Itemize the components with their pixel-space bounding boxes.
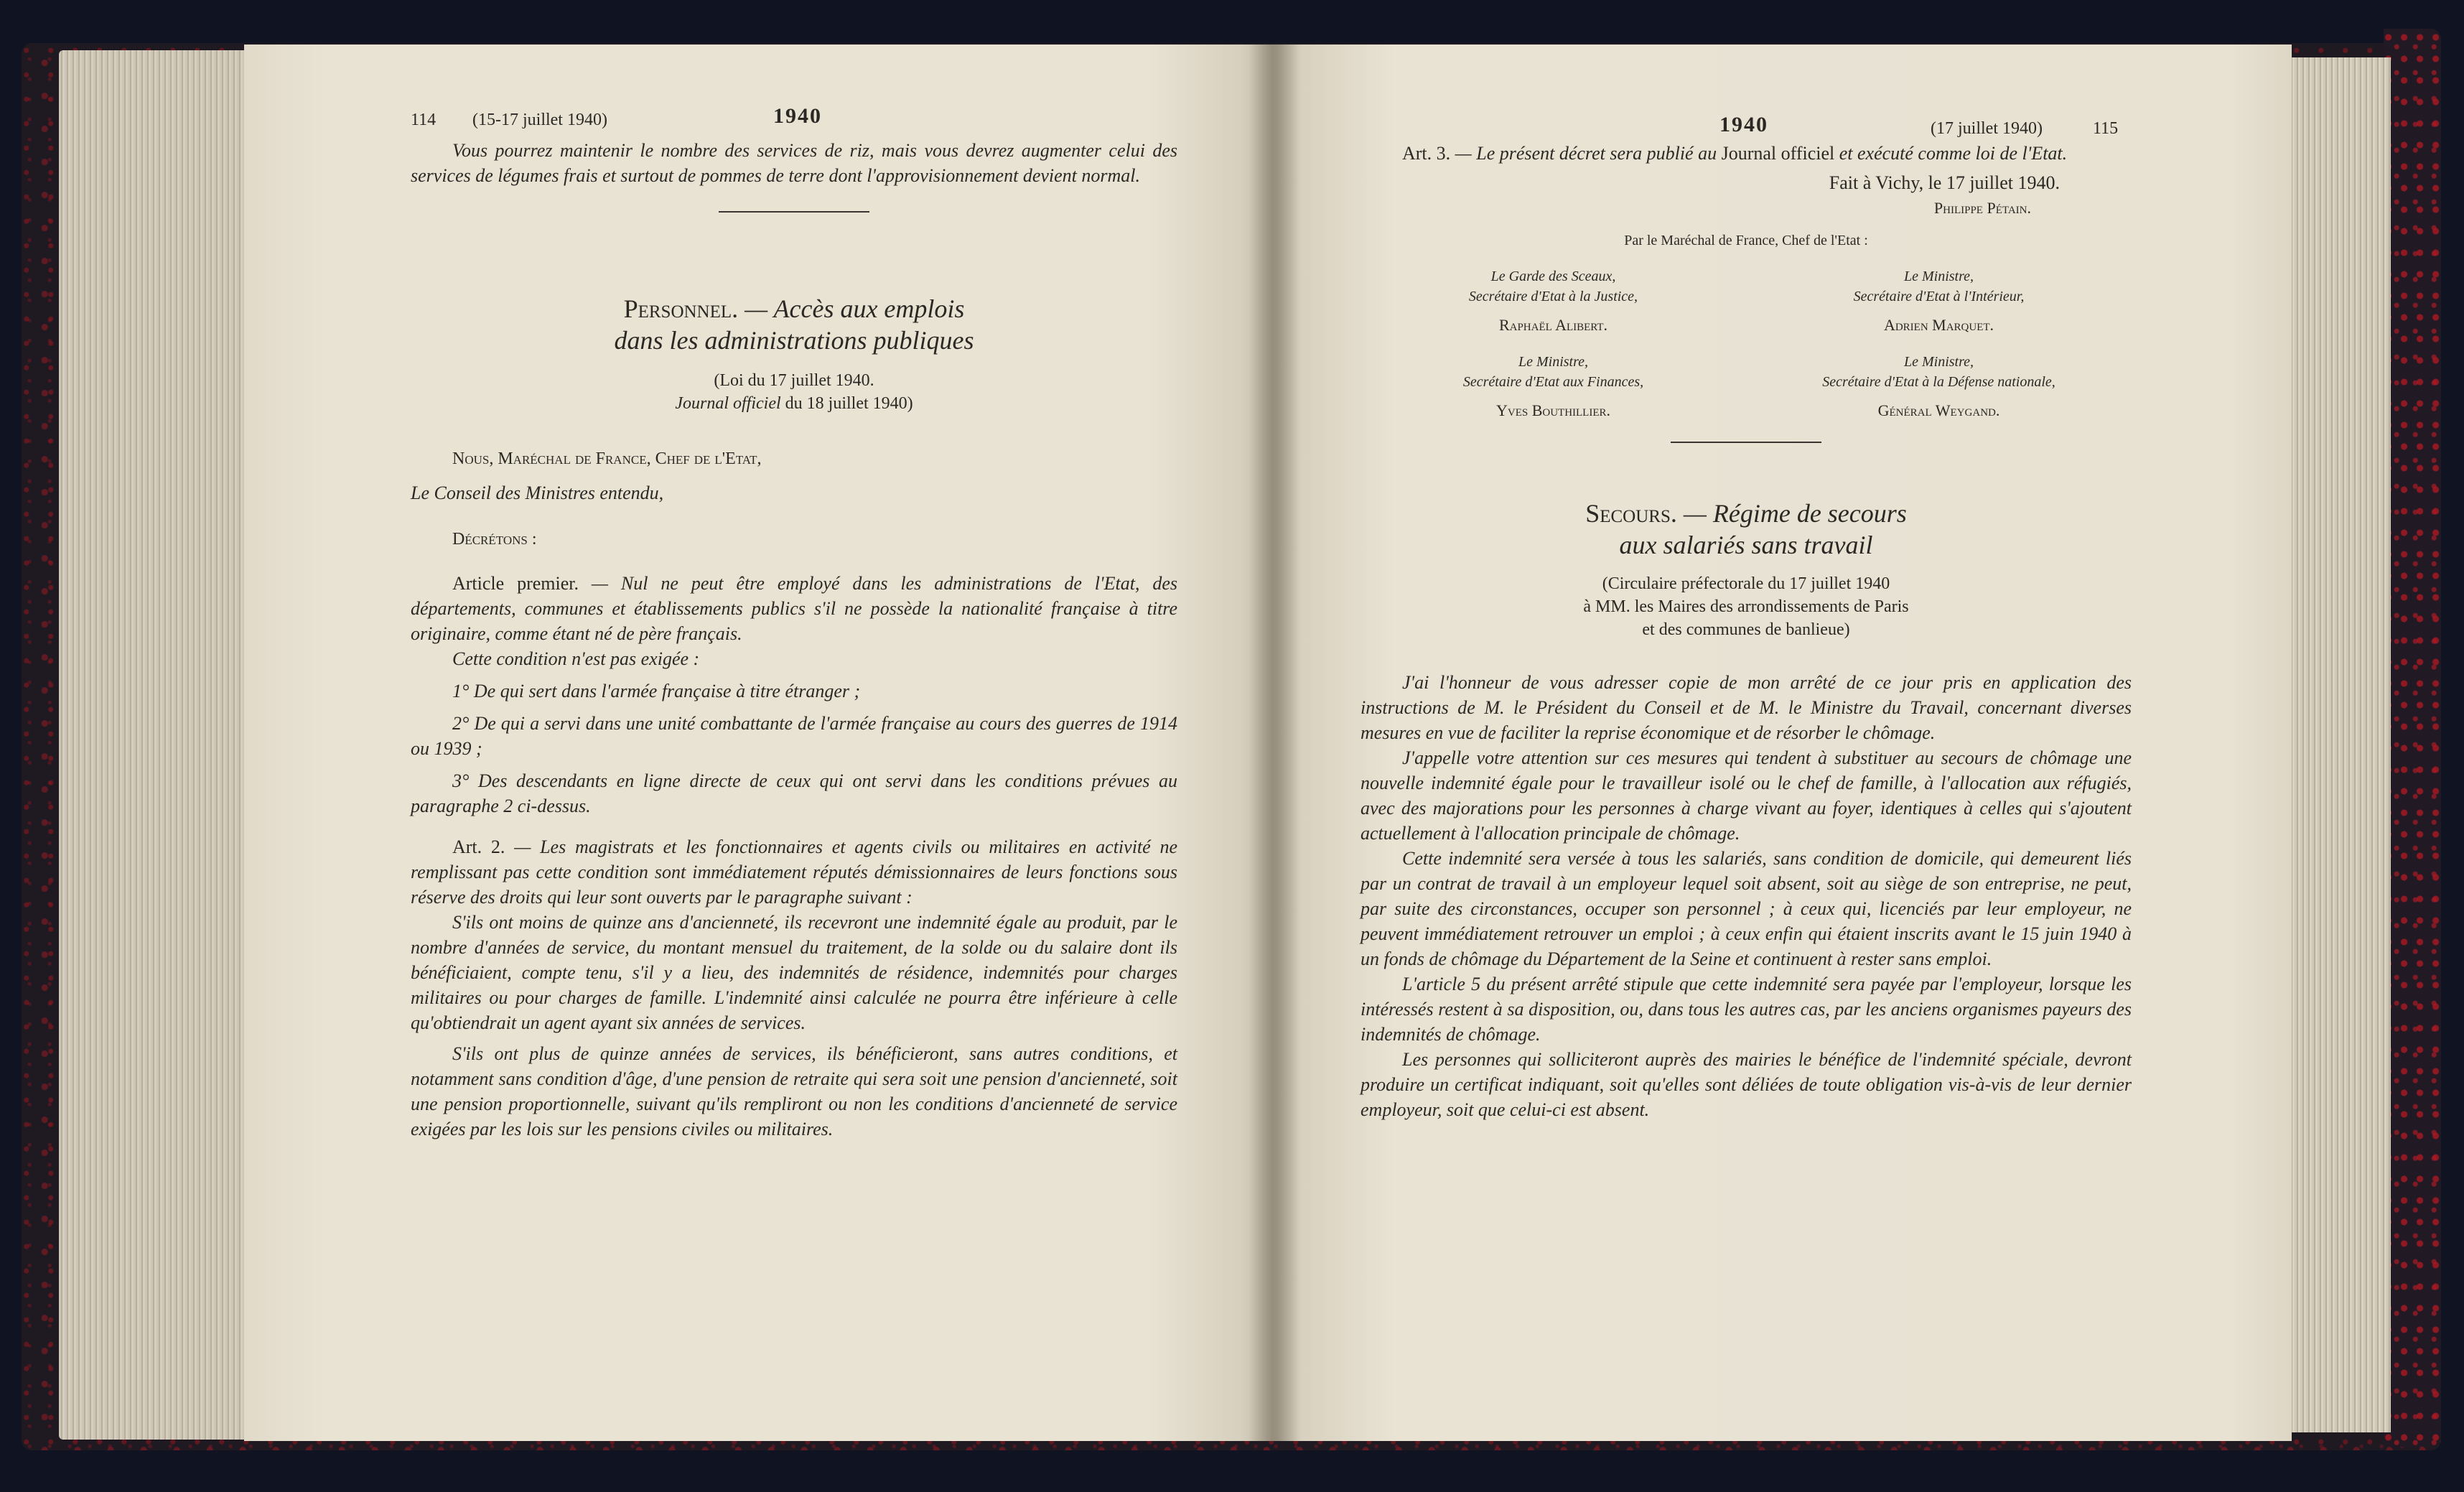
signature-name: Raphaël Alibert. (1498, 316, 1608, 334)
section-title (411, 293, 1177, 356)
decretons: Décrétons : (452, 530, 537, 549)
preamble: Nous, Maréchal de France, Chef de l'Etat, (452, 449, 762, 468)
signature-name: Général Weygand. (1877, 401, 2000, 419)
article-3-journal: Journal officiel (1721, 143, 1835, 164)
section-title-label: Secours. (1585, 499, 1677, 528)
circular-line: (Circulaire préfectorale du 17 juillet 1940 (1602, 574, 1890, 593)
page-edges-left (59, 50, 260, 1440)
article-2-text: — Les magistrats et les fonctionnaires et agents civils ou militaires en activité ne remplissant pas cette condition sont immédiatement réputés démissionnaires de leurs fonctions sous réserve des droits qui leur sont ouverts par le paragraphe suivant : (411, 836, 1177, 908)
signature-finances (1361, 352, 1746, 423)
council-line: Le Conseil des Ministres entendu, (411, 482, 664, 503)
list-item-1: 1° De qui sert dans l'armée française à titre étranger ; (452, 681, 861, 701)
signature-role: Secrétaire d'Etat à l'Intérieur, (1853, 289, 2025, 304)
article-3-label: Art. 3. (1402, 143, 1451, 164)
article-1 (411, 571, 1177, 646)
signatory-petain: Philippe Pétain. (1933, 199, 2031, 217)
list-item-2: 2° De qui a servi dans une unité combattante de l'armée française au cours des guerres de 1914 ou 1939 ; (411, 713, 1177, 759)
separator-rule (1671, 442, 1821, 443)
condition-line: Cette condition n'est pas exigée : (452, 648, 700, 669)
paragraph-less-15-years: S'ils ont moins de quinze ans d'ancienneté, ils recevront une indemnité égale au produit, par le nombre d'années de service, du montant mensuel du traitement, de la solde ou du salaire dont ils bénéficiaient, compte tenu, s'il y a lieu, des indemnités de résidence, indemnités pour charges militaires ou pour charges de famille. L'indemnité ainsi calculée ne pourra être inférieure à celle qu'obtiendrait un agent ayant six années de services. (411, 912, 1177, 1033)
signature-role: Le Ministre, (1903, 354, 1974, 370)
article-1-text: — Nul ne peut être employé dans les administrations de l'Etat, des départements, communes et établissements publics s'il ne possède la nationalité française à titre originaire, comme étant né de père français. (411, 573, 1177, 644)
page-number: 114 (411, 111, 437, 129)
article-3-text-a: — Le présent décret sera publié au (1450, 143, 1722, 164)
signature-garde-des-sceaux (1361, 266, 1746, 337)
article-3-text-b: et exécuté comme loi de l'Etat. (1834, 143, 2068, 164)
signature-role: Le Ministre, (1903, 269, 1974, 284)
paragraph: J'appelle votre attention sur ces mesures qui tendent à substituer au secours de chômage une nouvelle indemnité égale pour le travailleur isolé ou le chef de famille, à l'allocation aux réfugiés, avec des majorations pour les personnes à charge vivant au foyer, identiques à celles qui s'ajoutent actuellement à l'allocation principale de chômage. (1361, 747, 2132, 844)
page-number: 115 (2093, 119, 2119, 138)
signature-role: Le Garde des Sceaux, (1490, 269, 1616, 284)
separator-rule (719, 211, 869, 213)
signature-role: Secrétaire d'Etat à la Défense nationale, (1822, 374, 2055, 390)
section-title-label: Personnel. (623, 294, 739, 323)
signature-defense (1746, 352, 2132, 423)
paragraph: Les personnes qui solliciteront auprès des mairies le bénéfice de l'indemnité spéciale, devront produire un certificat indiquant, soit qu'elles sont déliées de toute obligation vis-à-vis de leur dernier employeur, soit que celui-ci est absent. (1361, 1049, 2132, 1120)
list-item-3: 3° Des descendants en ligne directe de ceux qui ont servi dans les conditions prévues au paragraphe 2 ci-dessus. (411, 770, 1177, 816)
signature-name: Adrien Marquet. (1883, 316, 1994, 334)
section-title (1361, 498, 2132, 561)
article-1-label: Article premier. (452, 573, 579, 594)
section-title-text: — Régime de secours (1676, 499, 1907, 528)
left-page-header (411, 99, 1177, 135)
law-journal: Journal officiel (675, 394, 781, 413)
paragraph: L'article 5 du présent arrêté stipule que cette indemnité sera payée par l'employeur, lorsque les intéressés restent à sa disposition, ou, dans tous les autres cas, par les anciens organismes payeurs des indemnités de chômage. (1361, 974, 2132, 1045)
circular-line: à MM. les Maires des arrondissements de Paris (1583, 597, 1909, 616)
par-le-marechal: Par le Maréchal de France, Chef de l'Etat : (1624, 233, 1868, 248)
ministers-signatures (1361, 266, 2132, 423)
signature-role: Secrétaire d'Etat à la Justice, (1468, 289, 1638, 304)
signature-interieur (1746, 266, 2132, 337)
header-year: 1940 (773, 104, 822, 128)
section-title-text: — Accès aux emplois (738, 294, 965, 323)
circular-line: et des communes de banlieue) (1642, 620, 1850, 639)
book-cover-edge (2384, 29, 2441, 1447)
article-3 (1361, 141, 2132, 166)
article-2-label: Art. 2. (452, 836, 505, 857)
left-page-content (411, 99, 1177, 1142)
fait-a-vichy: Fait à Vichy, le 17 juillet 1940. (1829, 172, 2060, 193)
intro-paragraph: Vous pourrez maintenir le nombre des services de riz, mais vous devrez augmenter celui des services de légumes frais et surtout de pommes de terre dont l'approvisionnement devient normal. (411, 140, 1177, 186)
law-line2: du 18 juillet 1940) (780, 394, 913, 413)
signature-name: Yves Bouthillier. (1495, 401, 1611, 419)
paragraph: Cette indemnité sera versée à tous les salariés, sans condition de domicile, qui demeurent liés par un contrat de travail à un employeur lequel soit absent, soit au siège de son entreprise, ne peut, par suite des circonstances, occuper son personnel ; à ceux qui, licenciés par leur employeur, ne peuvent immédiatement retrouver un emploi ; à ceux enfin qui étaient inscrits avant le 15 juin 1940 à un fonds de chômage du Département de la Seine et continuent à rester sans emploi. (1361, 848, 2132, 969)
article-2 (411, 834, 1177, 910)
header-date: (15-17 juillet 1940) (472, 111, 607, 129)
law-reference (411, 369, 1177, 415)
page-edges-right (2283, 57, 2391, 1432)
signature-role: Le Ministre, (1518, 354, 1589, 370)
right-page-header (1361, 108, 2132, 144)
paragraph-more-15-years: S'ils ont plus de quinze années de services, ils bénéficieront, sans autres conditions, et notamment sans condition d'âge, d'une pension de retraite qui sera soit une pension d'ancienneté, soit une pension proportionnelle, suivant qu'ils rempliront ou non les conditions d'ancienneté de service exigées par les lois sur les pensions civiles ou militaires. (411, 1043, 1177, 1139)
law-line1: (Loi du 17 juillet 1940. (714, 371, 874, 390)
section-title-line2: aux salariés sans travail (1619, 531, 1873, 559)
circular-reference (1361, 572, 2132, 641)
header-date: (17 juillet 1940) (1931, 119, 2043, 138)
right-page-content (1361, 108, 2132, 1122)
header-year: 1940 (1719, 113, 1768, 136)
paragraph: J'ai l'honneur de vous adresser copie de mon arrêté de ce jour pris en application des instructions de M. le Président du Conseil et de M. le Ministre du Travail, concernant diverses mesures en vue de faciliter la reprise économique et de résorber le chômage. (1361, 672, 2132, 743)
signature-role: Secrétaire d'Etat aux Finances, (1462, 374, 1644, 390)
book-gutter (1249, 45, 1299, 1441)
section-title-line2: dans les administrations publiques (614, 326, 974, 355)
